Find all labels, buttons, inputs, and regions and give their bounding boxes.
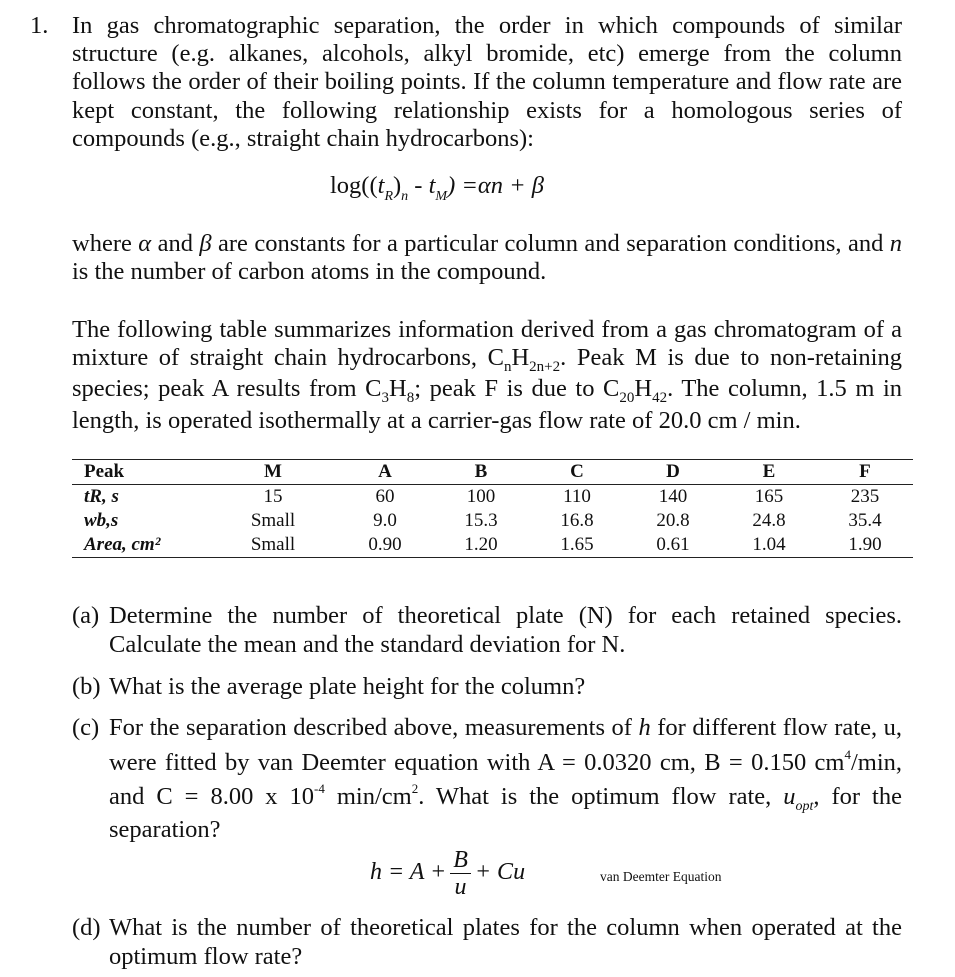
ti-p6: H (634, 375, 653, 403)
qc-t2: for different flow rate, u, were fitted by van Deemter equation with A = 0.0320 cm, B = 0.150 cm (109, 714, 902, 776)
ti-s1: n (503, 359, 512, 376)
ti-s6: 42 (652, 390, 668, 407)
eq2-numerator: B (450, 847, 471, 874)
eq2-rhs: + Cu (474, 859, 526, 886)
ti-s5: 20 (619, 390, 635, 407)
table-intro-paragraph (72, 316, 902, 435)
question-d (72, 914, 902, 971)
van-deemter-equation (370, 847, 525, 900)
question-a-text: Determine the number of theoretical plate (N) for each retained species. Calculate the mean and the standard deviation for N. (109, 602, 902, 658)
table-cell: 100 (466, 486, 496, 507)
table-cell: 15 (263, 486, 283, 507)
header-peak: Peak (72, 460, 209, 485)
table-cell: 235 (850, 486, 880, 507)
peak-data-table (72, 459, 913, 558)
eq1-sub-n: n (401, 189, 409, 204)
table-row (72, 485, 913, 510)
question-b-text: What is the average plate height for the column? (109, 673, 586, 700)
header-peak-f: F (817, 460, 913, 485)
qc-t5: . What is the optimum flow rate, (418, 783, 784, 811)
ti-s3: 3 (381, 390, 390, 407)
ti-p5: ; peak F is due to C (414, 375, 620, 403)
question-b (72, 673, 902, 702)
header-peak-a: A (337, 460, 433, 485)
ti-p2: H (511, 344, 530, 372)
eq2-lhs: h = A + (370, 859, 447, 886)
question-b-label: (b) (72, 673, 101, 700)
table-cell: 1.65 (560, 534, 594, 555)
eq1-t: t (377, 172, 385, 199)
header-peak-c: C (529, 460, 625, 485)
qc-sup3: 2 (411, 781, 419, 797)
question-a (72, 602, 902, 659)
qc-t3: /min, and C = 8.00 x 10 (109, 748, 902, 811)
table-cell: 1.90 (848, 534, 882, 555)
qc-u: u (783, 783, 796, 811)
table-cell: 20.8 (656, 510, 690, 531)
table-cell: 140 (658, 486, 688, 507)
question-c-label: (c) (72, 714, 100, 741)
ti-s2: 2n+2 (529, 359, 561, 376)
question-d-label: (d) (72, 914, 101, 941)
table-cell: 165 (754, 486, 784, 507)
table-cell: Small (250, 510, 296, 531)
table-cell: 0.90 (368, 534, 402, 555)
question-d-text: What is the number of theoretical plates for the column when operated at the optimum flow rate? (109, 914, 902, 970)
van-deemter-label: van Deemter Equation (600, 869, 722, 884)
qc-sup2: -4 (314, 781, 325, 797)
where-and: and (151, 230, 200, 257)
table-cell: 0.61 (656, 534, 690, 555)
eq2-fraction (450, 847, 471, 900)
n-symbol: n (889, 230, 903, 257)
ti-p4: H (389, 375, 407, 403)
eq1-rest: ) =αn + β (447, 172, 544, 199)
where-paragraph (72, 230, 902, 286)
where-part3: is the number of carbon atoms in the compound. (72, 258, 547, 286)
qc-t1: For the separation described above, measurements of (109, 714, 639, 741)
beta-symbol: β (199, 230, 212, 257)
alpha-symbol: α (138, 230, 152, 257)
eq1-close: ) (393, 172, 402, 199)
ti-s4: 8 (406, 390, 415, 407)
eq1-prefix: log(( (330, 172, 378, 199)
table-cell: 1.04 (752, 534, 786, 555)
table-cell: 35.4 (848, 510, 882, 531)
question-a-label: (a) (72, 602, 100, 629)
table-cell: 9.0 (373, 510, 397, 531)
table-cell: Small (250, 534, 296, 555)
qc-t4: min/cm (324, 783, 412, 811)
table-row (72, 533, 913, 558)
ti-p7: . The column, 1.5 m in length, is operated isothermally at a carrier-gas flow rate of 20.0 cm / min. (72, 375, 903, 434)
retention-equation (330, 172, 544, 204)
table-cell: 110 (563, 486, 591, 507)
intro-paragraph: In gas chromatographic separation, the order in which compounds of similar structure (e.g. alkanes, alcohols, alkyl bromide, etc) emerge from the column follows the order of their boiling points. If the column temperature and flow rate are kept constant, the following relationship exists for a homologous series of compounds (e.g., straight chain hydrocarbons): (72, 12, 902, 152)
header-peak-b: B (433, 460, 529, 485)
eq1-sub-m: M (435, 189, 448, 204)
eq1-sub-r: R (384, 189, 393, 204)
table-cell: 15.3 (464, 510, 498, 531)
table-cell: 24.8 (752, 510, 786, 531)
eq1-minus: - (408, 172, 429, 199)
ti-p3: . Peak M is due to non-retaining species; peak A results from C (72, 344, 902, 403)
ti-p1: The following table summarizes information derived from a gas chromatogram of a mixture of straight chain hydrocarbons, C (72, 316, 902, 372)
question-number: 1. (30, 12, 49, 39)
qc-sup1: 4 (844, 746, 851, 762)
table-cell: 16.8 (560, 510, 594, 531)
table-row (72, 509, 913, 533)
eq1-t2: t (428, 172, 436, 199)
table-header-row (72, 460, 913, 485)
qc-h: h (638, 714, 651, 741)
header-peak-d: D (625, 460, 721, 485)
table-cell: 60 (375, 486, 395, 507)
table-cell: 1.20 (464, 534, 498, 555)
question-c-text (109, 714, 902, 844)
header-peak-e: E (721, 460, 817, 485)
qc-t6: , for the separation? (109, 783, 902, 843)
header-peak-m: M (209, 460, 337, 485)
row-label-area: Area, cm² (84, 534, 161, 555)
row-label-wb: wb,s (84, 510, 119, 531)
row-label-tr: tR, s (84, 486, 119, 507)
where-part2: are constants for a particular column and separation conditions, and (211, 230, 890, 257)
where-part1: where (72, 230, 139, 257)
qc-usub: opt (795, 799, 814, 815)
question-c (72, 714, 902, 844)
eq2-denominator: u (454, 874, 467, 900)
